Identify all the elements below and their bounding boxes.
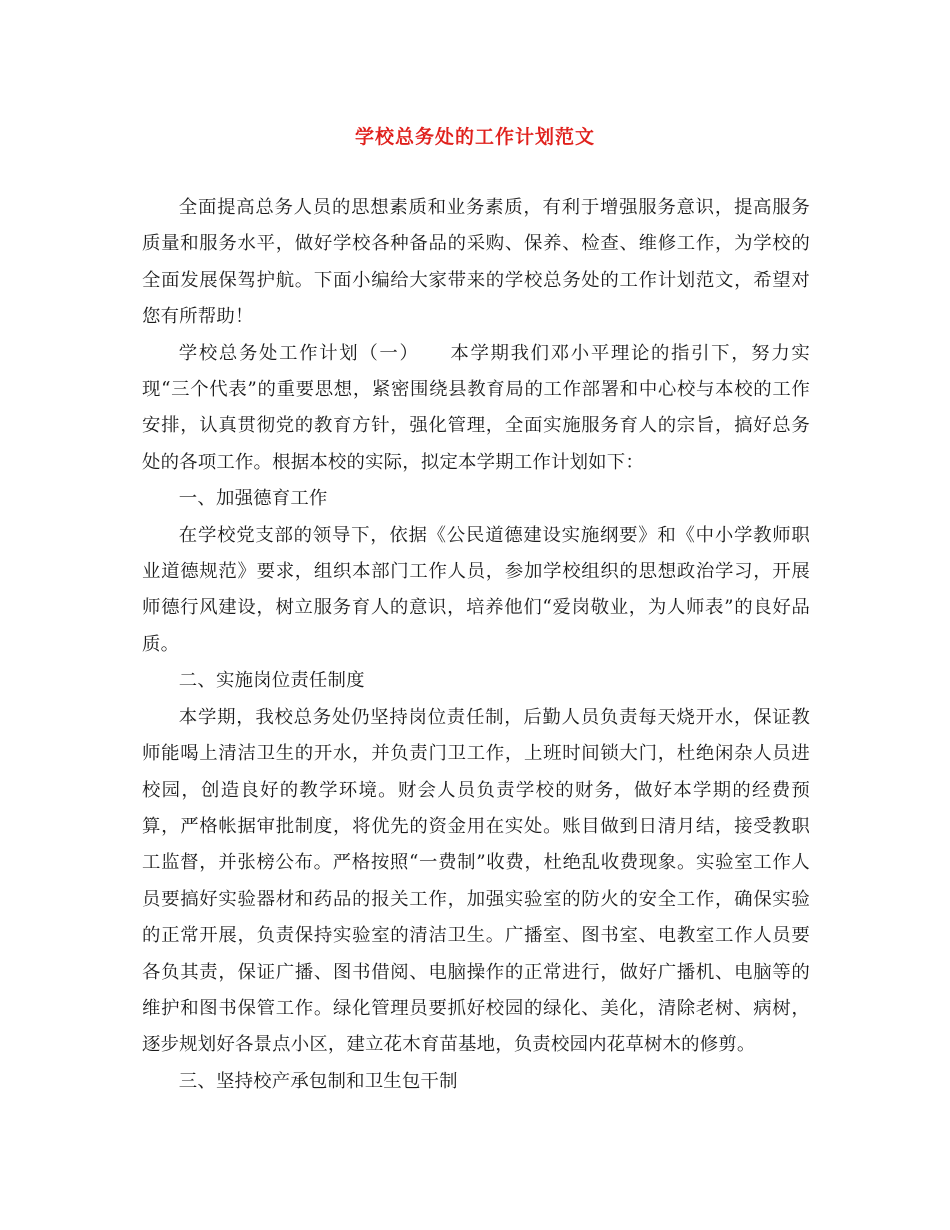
- paragraph-job-responsibility: 本学期，我校总务处仍坚持岗位责任制，后勤人员负责每天烧开水，保证教师能喝上清洁卫生的开水，并负责门卫工作，上班时间锁大门，杜绝闲杂人员进校园，创造良好的教学环境。财会人员负责学校的财务，做好本学期的经费预算，严格帐据审批制度，将优先的资金用在实处。账目做到日清月结，接受教职工监督，并张榜公布。严格按照“一费制”收费，杜绝乱收费现象。实验室工作人员要搞好实验器材和药品的报关工作，加强实验室的防火的安全工作，确保实验的正常开展，负责保持实验室的清洁卫生。广播室、图书室、电教室工作人员要各负其责，保证广播、图书借阅、电脑操作的正常进行，做好广播机、电脑等的维护和图书保管工作。绿化管理员要抓好校园的绿化、美化，清除老树、病树，逐步规划好各景点小区，建立花木育苗基地，负责校园内花草树木的修剪。: [142, 706, 810, 1056]
- section-heading-moral-education: 一、加强德育工作: [178, 488, 328, 510]
- paragraph-moral-education: 在学校党支部的领导下，依据《公民道德建设实施纲要》和《中小学教师职业道德规范》要求，组织本部门工作人员，参加学校组织的思想政治学习，开展师德行风建设，树立服务育人的意识，培养他们“爱岗敬业，为人师表”的良好品质。: [142, 524, 810, 655]
- section-heading-job-responsibility: 二、实施岗位责任制度: [178, 670, 365, 692]
- section-heading-property-contract: 三、坚持校产承包制和卫生包干制: [178, 1070, 458, 1092]
- paragraph-plan-one: 学校总务处工作计划（一） 本学期我们邓小平理论的指引下，努力实现“三个代表”的重要思想，紧密围绕县教育局的工作部署和中心校与本校的工作安排，认真贯彻党的教育方针，强化管理，全面实施服务育人的宗旨，搞好总务处的各项工作。根据本校的实际，拟定本学期工作计划如下：: [142, 342, 810, 473]
- document-body: [142, 190, 810, 1100]
- paragraph-intro: 全面提高总务人员的思想素质和业务素质，有利于增强服务意识，提高服务质量和服务水平，做好学校各种备品的采购、保养、检查、维修工作，为学校的全面发展保驾护航。下面小编给大家带来的学校总务处的工作计划范文，希望对您有所帮助！: [142, 197, 810, 328]
- document-title: 学校总务处的工作计划范文: [354, 126, 595, 148]
